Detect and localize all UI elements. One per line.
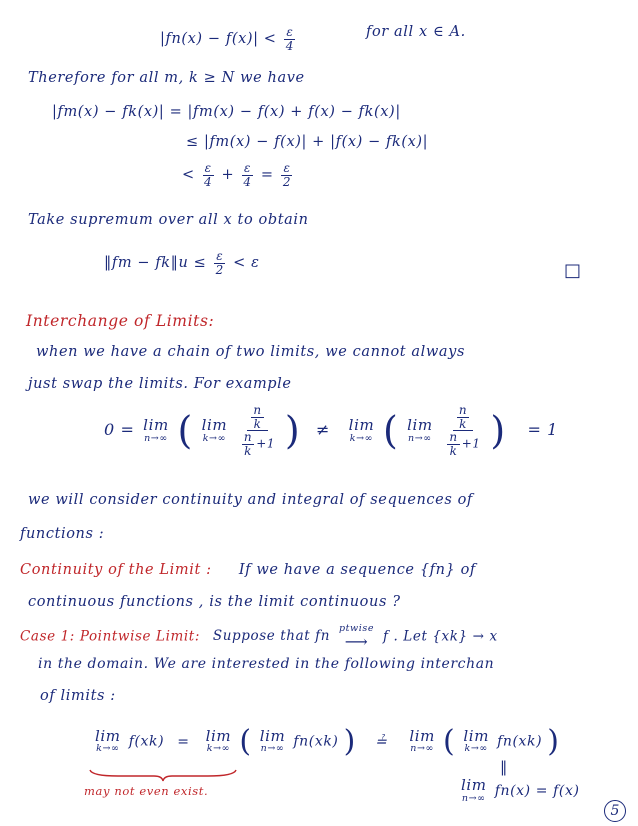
lim-outer-n: lim n→∞ — [409, 726, 435, 755]
less-than-eps: < ε — [233, 255, 260, 272]
take-supremum-line: Take supremum over all x to obtain — [28, 212, 309, 228]
qed-symbol: □ — [564, 260, 582, 281]
left-paren-2: ( — [382, 408, 399, 453]
question-equals: ≟ — [374, 733, 388, 750]
text-line-chain: when we have a chain of two limits, we cannot always — [36, 344, 466, 360]
heading-case1: Case 1: Pointwise Limit: — [20, 628, 200, 645]
left-paren: ( — [177, 408, 193, 453]
f-xk: f(xk) — [128, 733, 165, 750]
let-text: f . Let {xk} — [383, 628, 468, 645]
continuity-line — [20, 562, 476, 578]
eps-over-4-a: $\frac{\varepsilon}{4}$ — [203, 161, 213, 189]
equals: = — [260, 167, 274, 184]
functions-line: functions : — [20, 526, 105, 542]
less-than: < — [182, 167, 195, 184]
not-equal: ≠ — [315, 420, 330, 440]
outer-lim-right: lim k→∞ — [348, 415, 375, 444]
eps-over-4: $\frac{\varepsilon}{4}$ — [285, 25, 295, 53]
domain-line: in the domain. We are interested in the following interchan — [38, 656, 495, 672]
fraction-right: $\frac{n}{k}$ $\frac{n}{k}$ +1 — [449, 403, 481, 458]
limit-fn-x-line — [458, 778, 580, 804]
right-paren-2: ) — [490, 408, 506, 453]
heading-continuity: Continuity of the Limit : — [20, 562, 212, 578]
norm-expr: ‖fm − fk‖u ≤ — [104, 255, 207, 272]
zero-equals: 0 = — [104, 420, 135, 440]
left-paren-4: ( — [443, 724, 456, 759]
equation-line-3 — [182, 162, 295, 188]
equation-line-1: |fm(x) − fk(x)| = |fm(x) − f(x) + f(x) − fk(x)| — [52, 104, 401, 120]
arrow-icon: → — [472, 628, 485, 645]
continuity-question: If we have a sequence {fn} of — [238, 562, 476, 578]
lim-outer-k: lim k→∞ — [205, 726, 232, 755]
lim-inner-n: lim n→∞ — [259, 726, 286, 755]
fn-x-equals-fx: fn(x) = f(x) — [494, 782, 580, 799]
left-paren-3: ( — [239, 724, 252, 759]
text-line-swap: just swap the limits. For example — [28, 376, 292, 392]
equals: = — [177, 733, 190, 750]
suppose-text: Suppose that fn — [212, 628, 331, 645]
may-not-exist-note: may not even exist. — [84, 784, 209, 798]
therefore-line: Therefore for all m, k ≥ N we have — [28, 70, 305, 86]
underbrace — [88, 768, 238, 782]
inequality-line-1 — [160, 26, 298, 52]
equation-line-2: ≤ |fm(x) − f(x)| + |f(x) − fk(x)| — [186, 134, 429, 150]
continuous-functions-line: continuous functions , is the limit continuous ? — [28, 594, 401, 610]
equals-one: = 1 — [527, 420, 558, 440]
inner-lim-left: lim k→∞ — [201, 415, 228, 444]
parallel-equals: ‖ — [500, 760, 508, 776]
heading-interchange-of-limits: Interchange of Limits: — [26, 312, 215, 330]
inner-lim-right: lim n→∞ — [407, 415, 433, 444]
for-all-clause: for all x ∈ A. — [366, 24, 466, 40]
plus: + — [221, 167, 235, 184]
eps-over-2-b: $\frac{\varepsilon}{2}$ — [215, 249, 224, 277]
example-equation — [104, 404, 558, 457]
right-paren: ) — [284, 408, 301, 453]
final-equation — [92, 724, 560, 759]
lim-f-xk: lim k→∞ — [95, 726, 121, 755]
outer-lim-left: lim n→∞ — [143, 415, 169, 444]
x-limit: x — [489, 628, 498, 645]
consider-line: we will consider continuity and integral of sequences of — [28, 492, 473, 508]
fn-xk: fn(xk) — [293, 733, 339, 750]
fn-xk-2: fn(xk) — [497, 733, 543, 750]
eps-over-2: $\frac{\varepsilon}{2}$ — [282, 161, 292, 189]
fraction-left: $\frac{n}{k}$ $\frac{n}{k}$ +1 — [243, 403, 276, 458]
lim-n-final: lim n→∞ — [461, 776, 487, 804]
norm-inequality — [104, 250, 259, 276]
pointwise-arrow: ptwise ⟶ — [338, 623, 375, 651]
case1-line — [20, 624, 498, 650]
eps-over-4-b: $\frac{\varepsilon}{4}$ — [243, 161, 252, 189]
of-limits-line: of limits : — [40, 688, 116, 704]
right-paren-4: ) — [547, 724, 560, 759]
expr: |fn(x) − f(x)| < — [160, 31, 277, 48]
right-paren-3: ) — [343, 724, 356, 759]
lim-inner-k: lim k→∞ — [463, 726, 490, 755]
page-number: 5 — [604, 800, 626, 822]
